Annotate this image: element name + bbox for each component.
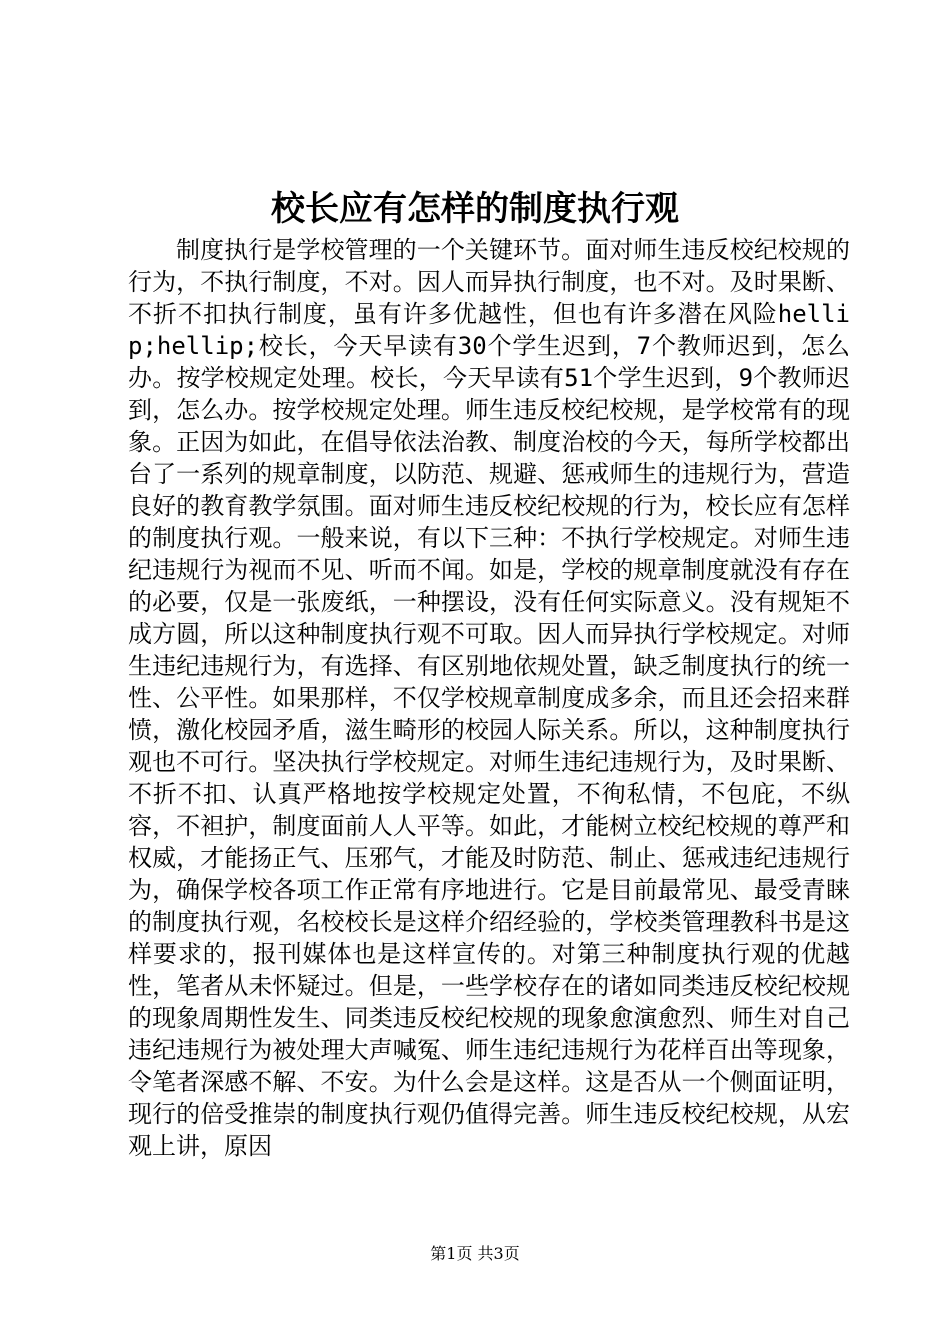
document-title: 校长应有怎样的制度执行观 [271, 189, 679, 229]
page-indicator: 第1页 共3页 [430, 1244, 520, 1263]
document-body-paragraph: 制度执行是学校管理的一个关键环节。面对师生违反校纪校规的行为，不执行制度，不对。因人而异执行制度，也不对。及时果断、不折不扣执行制度，虽有许多优越性，但也有许多潜在风险hellip;hellip;校长，今天早读有30个学生迟到，7个教师迟到，怎么办。按学校规定处理。校长，今天早读有51个学生迟到，9个教师迟到，怎么办。按学校规定处理。师生违反校纪校规，是学校常有的现象。正因为如此，在倡导依法治教、制度治校的今天，每所学校都出台了一系列的规章制度，以防范、规避、惩戒师生的违规行为，营造良好的教育教学氛围。面对师生违反校纪校规的行为，校长应有怎样的制度执行观。一般来说，有以下三种：不执行学校规定。对师生违纪违规行为视而不见、听而不闻。如是，学校的规章制度就没有存在的必要，仅是一张废纸，一种摆设，没有任何实际意义。没有规矩不成方圆，所以这种制度执行观不可取。因人而异执行学校规定。对师生违纪违规行为，有选择、有区别地依规处置，缺乏制度执行的统一性、公平性。如果那样，不仅学校规章制度成多余，而且还会招来群愤，激化校园矛盾，滋生畸形的校园人际关系。所以，这种制度执行观也不可行。坚决执行学校规定。对师生违纪违规行为，及时果断、不折不扣、认真严格地按学校规定处置，不徇私情，不包庇，不纵容，不袒护，制度面前人人平等。如此，才能树立校纪校规的尊严和权威，才能扬正气、压邪气，才能及时防范、制止、惩戒违纪违规行为，确保学校各项工作正常有序地进行。它是目前最常见、最受青睐的制度执行观，名校校长是这样介绍经验的，学校类管理教科书是这样要求的，报刊媒体也是这样宣传的。对第三种制度执行观的优越性，笔者从未怀疑过。但是，一些学校存在的诸如同类违反校纪校规的现象周期性发生、同类违反校纪校规的现象愈演愈烈、师生对自己违纪违规行为被处理大声喊冤、师生违纪违规行为花样百出等现象，令笔者深感不解、不安。为什么会是这样。这是否从一个侧面证明，现行的倍受推崇的制度执行观仍值得完善。师生违反校纪校规，从宏观上讲，原因 [128, 236, 850, 1160]
